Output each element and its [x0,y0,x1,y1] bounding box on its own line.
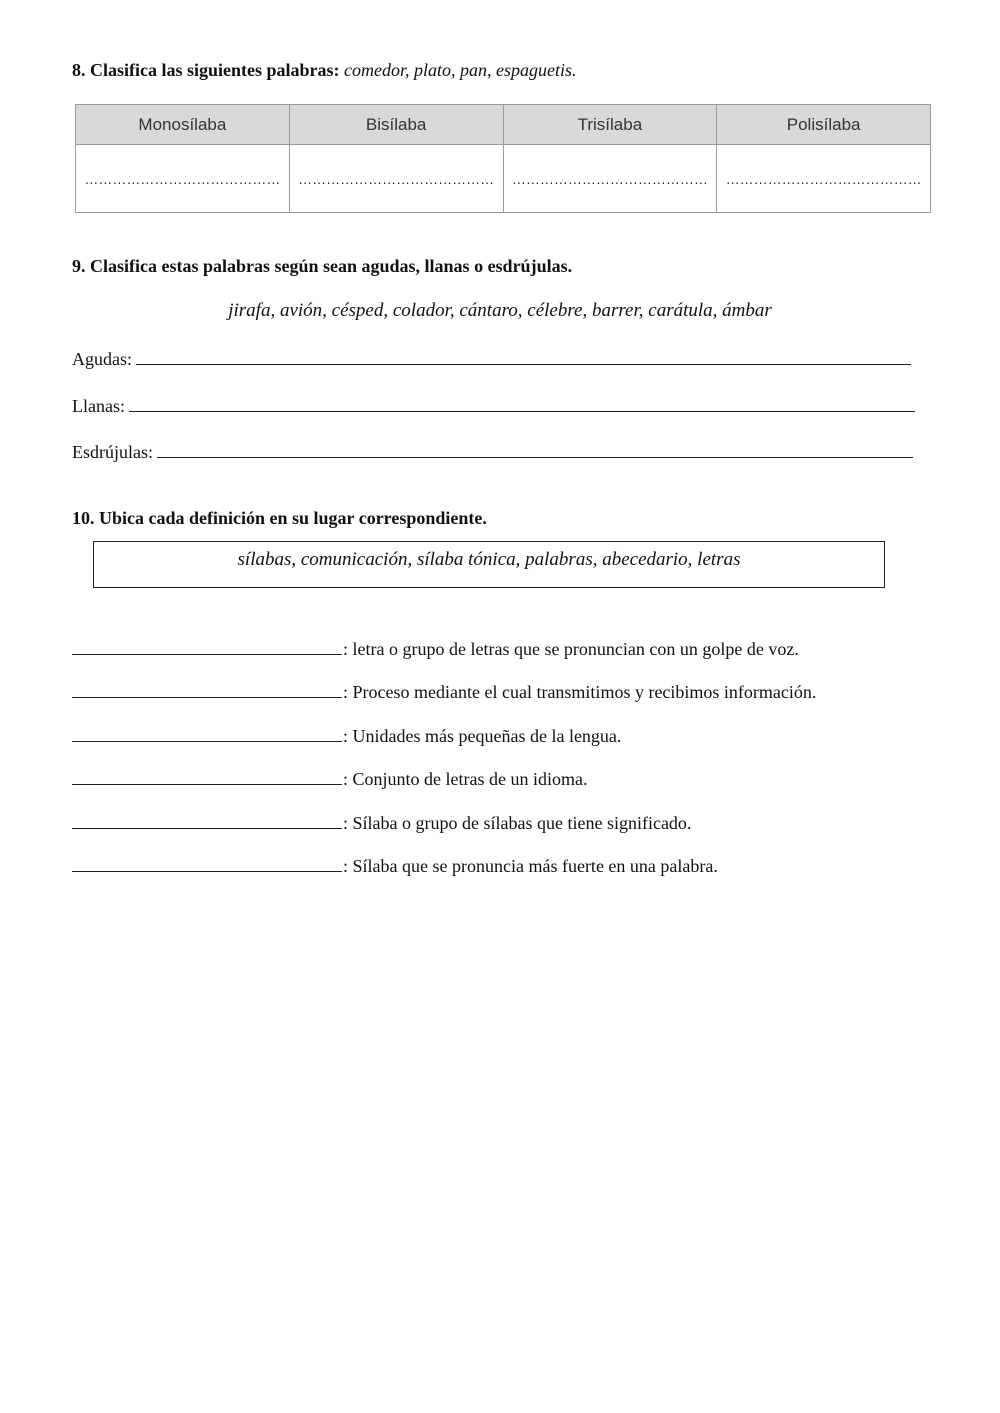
definition-answer-blank[interactable] [72,679,342,698]
definition-row: : Sílaba o grupo de sílabas que tiene significado. [72,810,691,834]
header-trisilaba: Trisílaba [503,105,717,145]
definition-row: : Unidades más pequeñas de la lengua. [72,723,621,747]
question-8-words: comedor, plato, pan, espaguetis. [339,60,577,80]
definition-answer-blank[interactable] [72,810,342,829]
word-bank-box: sílabas, comunicación, sílaba tónica, palabras, abecedario, letras [93,541,885,588]
definition-row: : letra o grupo de letras que se pronuncian con un golpe de voz. [72,636,799,660]
answer-cell-bisilaba[interactable]: …………………………………… [289,145,503,213]
definition-text: letra o grupo de letras que se pronuncian con un golpe de voz. [352,639,799,659]
question-8-lead: 8. Clasifica las siguientes palabras: [72,60,340,80]
syllable-table-header-row [76,105,931,145]
question-10-title: 10. Ubica cada definición en su lugar correspondiente. [72,508,487,528]
esdrujulas-answer-blank[interactable] [157,439,913,458]
question-8-title [72,60,577,81]
answer-cell-polisilaba[interactable]: …………………………………… [717,145,931,213]
syllable-table-answer-row [76,145,931,213]
agudas-answer-blank[interactable] [136,346,911,365]
header-bisilaba: Bisílaba [289,105,503,145]
answer-cell-trisilaba[interactable]: …………………………………… [503,145,717,213]
esdrujulas-line [72,439,913,463]
definition-text: Proceso mediante el cual transmitimos y recibimos información. [352,682,817,702]
definition-text: Sílaba que se pronuncia más fuerte en una palabra. [352,856,718,876]
definition-text: Sílaba o grupo de sílabas que tiene significado. [352,813,692,833]
definition-text: Conjunto de letras de un idioma. [352,769,588,789]
definition-row: : Proceso mediante el cual transmitimos y recibimos información. [72,679,816,703]
llanas-label: Llanas: [72,396,125,416]
header-monosilaba: Monosílaba [76,105,290,145]
llanas-answer-blank[interactable] [129,393,915,412]
question-9-title: 9. Clasifica estas palabras según sean agudas, llanas o esdrújulas. [72,256,573,276]
definition-answer-blank[interactable] [72,636,342,655]
syllable-table [75,104,931,213]
definition-answer-blank[interactable] [72,853,342,872]
agudas-label: Agudas: [72,349,132,369]
definition-text: Unidades más pequeñas de la lengua. [352,726,622,746]
definition-row: : Conjunto de letras de un idioma. [72,766,587,790]
question-9-word-list: jirafa, avión, césped, colador, cántaro, célebre, barrer, carátula, ámbar [228,300,772,321]
header-polisilaba: Polisílaba [717,105,931,145]
definition-answer-blank[interactable] [72,723,342,742]
esdrujulas-label: Esdrújulas: [72,442,153,462]
llanas-line [72,393,915,417]
definition-answer-blank[interactable] [72,766,342,785]
agudas-line [72,346,911,370]
definition-row: : Sílaba que se pronuncia más fuerte en una palabra. [72,853,718,877]
answer-cell-monosilaba[interactable]: …………………………………… [76,145,290,213]
